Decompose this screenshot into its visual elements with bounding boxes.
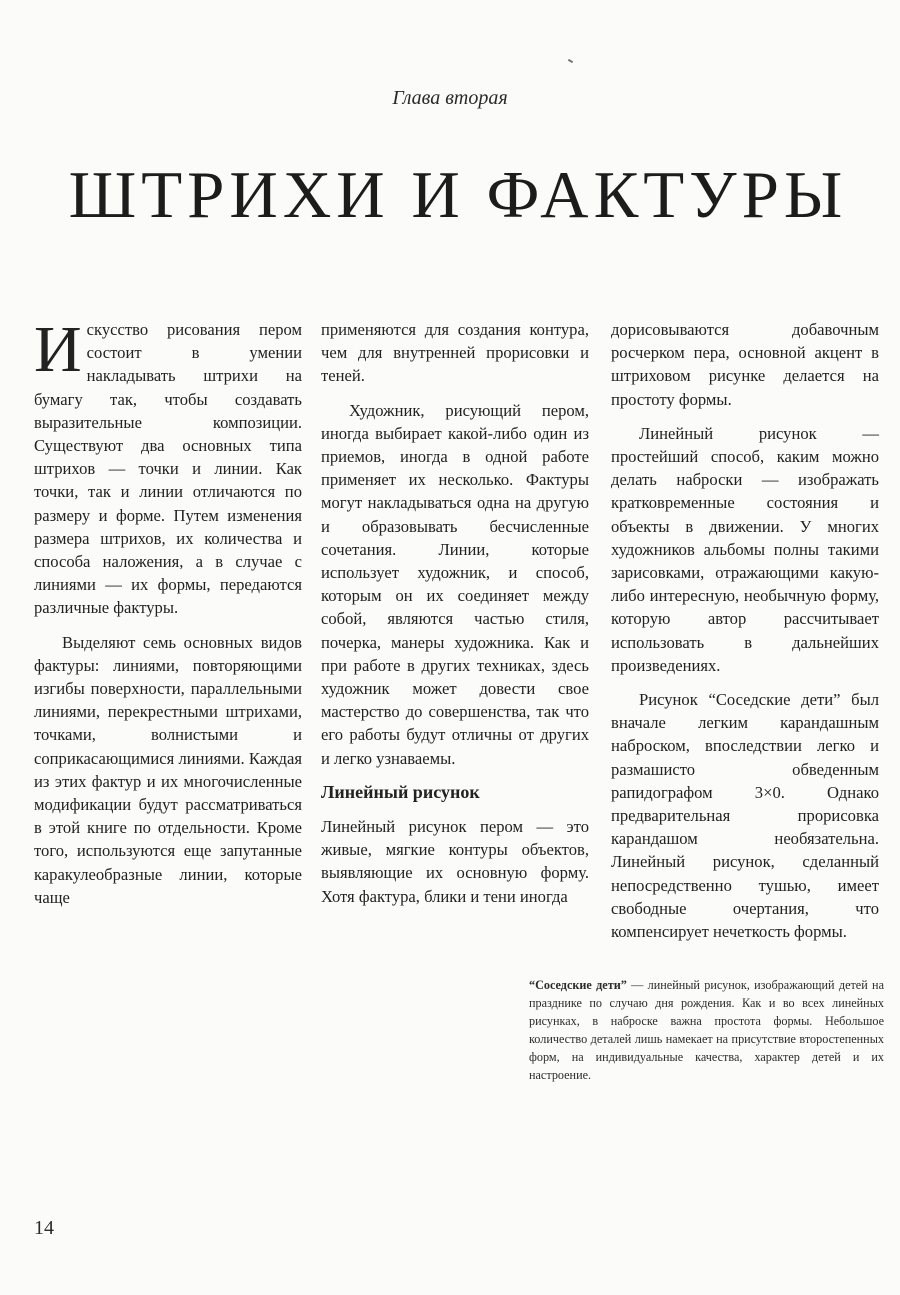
page-number: 14 xyxy=(34,1217,54,1239)
section-heading: Линейный рисунок xyxy=(321,781,480,802)
chapter-label: Глава вторая xyxy=(392,87,508,109)
caption-text: — линейный рисунок, изображающий детей на празднике по случаю дня рождения. Как и во всех линейных рисунках, в наброске важна простота формы. Небольшое количество деталей лишь намекает на присутствие второстепенных форм, на индивидуальные качества, характер детей и их настроение. xyxy=(529,978,884,1082)
paragraph: Искусство рисования пером состоит в умении накладывать штрихи на бумагу так, чтобы создавать выразительные композиции. Существуют два основных типа штрихов — точки и линии. Как точки, так и линии отличаются по размеру и форме. Путем изменения размера штрихов, их количества и способа наложения, а в случае с линиями — их формы, передаются различные фактуры. xyxy=(34,313,302,618)
drop-cap: И xyxy=(34,313,82,386)
paragraph: дорисовываются добавочным росчерком пера, основной акцент в штриховом рисунке делается на простоту формы. xyxy=(611,320,879,409)
paragraph: Рисунок “Соседские дети” был вначале легким карандашным наброском, впоследствии легко и размашисто обведенным рапидографом 3×0. Однако предварительная прорисовка карандашом необязательна. Линейный рисунок, сделанный непосредственно тушью, имеет свободные очертания, что компенсирует нечеткость формы. xyxy=(611,690,879,942)
paragraph: применяются для создания контура, чем для внутренней прорисовки и теней. xyxy=(321,320,589,386)
text-column-3 xyxy=(611,318,879,943)
paragraph: Линейный рисунок пером — это живые, мягкие контуры объектов, выявляющие их основную форму. Хотя фактура, блики и тени иногда xyxy=(321,817,589,906)
text-column-2 xyxy=(321,318,589,908)
paragraph: Линейный рисунок — простейший способ, каким можно делать наброски — изображать кратковременные состояния и объекты в движении. У многих художников альбомы полны такими зарисовками, отражающими какую-либо интересную, необычную форму, которую автор рассчитывает использовать в дальнейших произведениях. xyxy=(611,423,879,675)
scan-speck xyxy=(568,59,573,63)
chapter-title: ШТРИХИ И ФАКТУРЫ xyxy=(68,157,848,232)
caption-title: “Соседские дети” xyxy=(529,978,627,992)
figure-caption xyxy=(529,976,884,1084)
text-column-1 xyxy=(34,313,302,909)
paragraph: Выделяют семь основных видов фактуры: линиями, повторяющими изгибы поверхности, параллельными линиями, перекрестными штрихами, точками, волнистыми и соприкасающимися линиями. Каждая из этих фактур и их многочисленные модификации будут рассматриваться в этой книге по отдельности. Кроме того, используются еще запутанные каракулеобразные линии, которые чаще xyxy=(34,632,302,907)
paragraph: Художник, рисующий пером, иногда выбирает какой-либо один из приемов, иногда в одной работе применяет их несколько. Фактуры могут накладываться одна на другую и образовывать бесчисленные сочетания. Линии, которые использует художник, и способ, которым он их соединяет между собой, являются частью стиля, почерка, манеры художника. Как и при работе в других техниках, здесь художник может довести свое мастерство до совершенства, так что его работы будут отличны от других и легко узнаваемы. xyxy=(321,400,589,768)
